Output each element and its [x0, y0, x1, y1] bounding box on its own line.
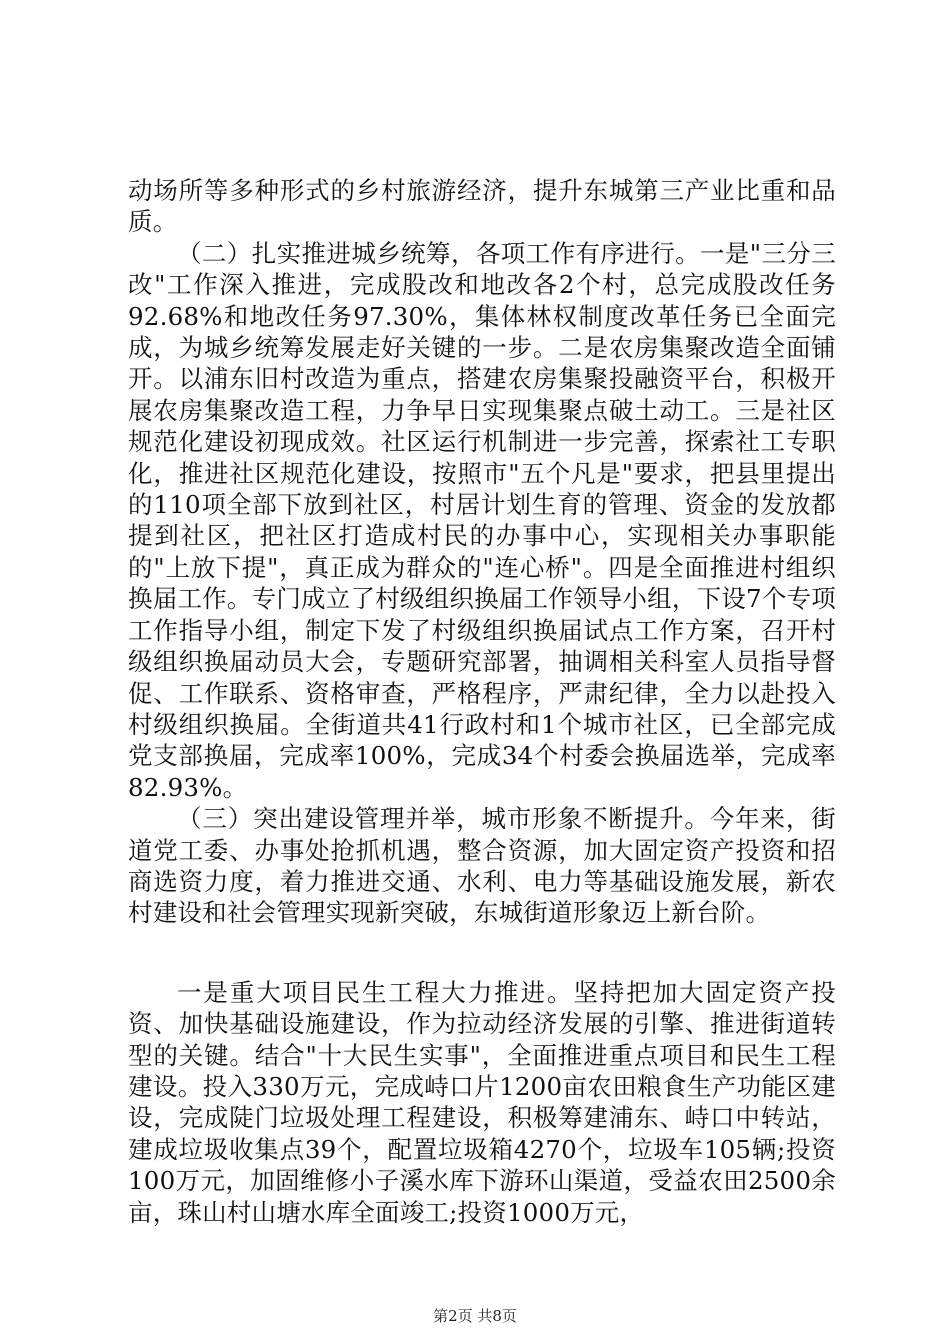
paragraph-spacer [128, 929, 836, 977]
paragraph-major-projects: 一是重大项目民生工程大力推进。坚持把加大固定资产投资、加快基础设施建设，作为拉动经济发展的引擎、推进街道转型的关键。结合"十大民生实事"，全面推进重点项目和民生工程建设。投入330万元，完成峙口片1200亩农田粮食生产功能区建设，完成陡门垃圾处理工程建设，积极筹建浦东、峙口中转站，建成垃圾收集点39个，配置垃圾箱4270个，垃圾车105辆;投资100万元，加固维修小子溪水库下游环山渠道，受益农田2500余亩，珠山村山塘水库全面竣工;投资1000万元， [128, 977, 836, 1227]
document-body [128, 175, 836, 1228]
paragraph-section-three: （三）突出建设管理并举，城市形象不断提升。今年来，街道党工委、办事处抢抓机遇，整合资源，加大固定资产投资和招商选资力度，着力推进交通、水利、电力等基础设施发展，新农村建设和社会管理实现新突破，东城街道形象迈上新台阶。 [128, 804, 836, 928]
paragraph-section-two: （二）扎实推进城乡统筹，各项工作有序进行。一是"三分三改"工作深入推进，完成股改和地改各2个村，总完成股改任务92.68%和地改任务97.30%，集体林权制度改革任务已全面完成，为城乡统筹发展走好关键的一步。二是农房集聚改造全面铺开。以浦东旧村改造为重点，搭建农房集聚投融资平台，积极开展农房集聚改造工程，力争早日实现集聚点破土动工。三是社区规范化建设初现成效。社区运行机制进一步完善，探索社工专职化，推进社区规范化建设，按照市"五个凡是"要求，把县里提出的110项全部下放到社区，村居计划生育的管理、资金的发放都提到社区，把社区打造成村民的办事中心，实现相关办事职能的"上放下提"，真正成为群众的"连心桥"。四是全面推进村组织换届工作。专门成立了村级组织换届工作领导小组，下设7个专项工作指导小组，制定下发了村级组织换届试点工作方案，召开村级组织换届动员大会，专题研究部署，抽调相关科室人员指导督促、工作联系、资格审查，严格程序，严肃纪律，全力以赴投入村级组织换届。全街道共41行政村和1个城市社区，已全部完成党支部换届，完成率100%，完成34个村委会换届选举，完成率82.93%。 [128, 238, 836, 802]
paragraph-continuation: 动场所等多种形式的乡村旅游经济，提升东城第三产业比重和品质。 [128, 176, 836, 237]
page-number-footer: 第2页 共8页 [433, 1307, 517, 1325]
